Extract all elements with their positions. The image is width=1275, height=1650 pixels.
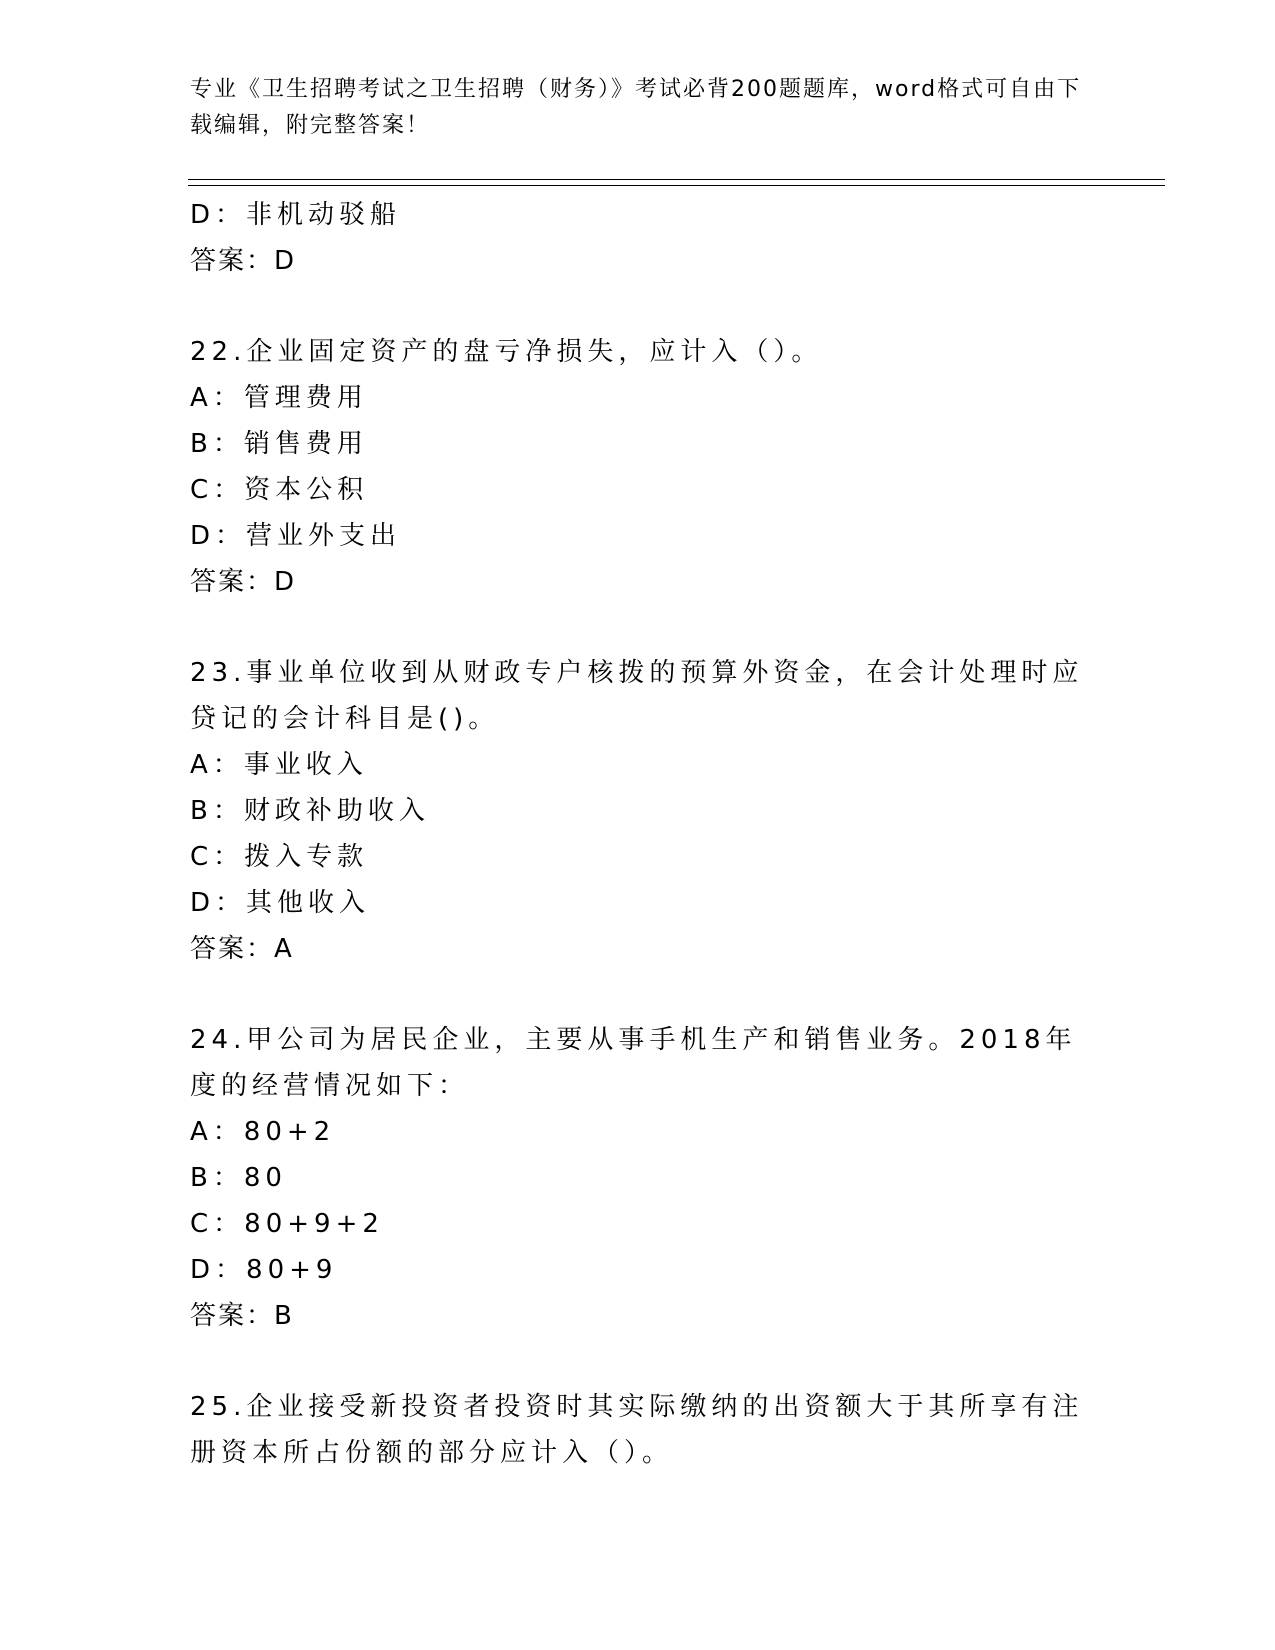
option-a: A：管理费用 [190,383,368,413]
option-d: D：其他收入 [190,888,371,918]
answer: 答案：B [190,1301,294,1331]
answer: 答案：D [190,567,297,597]
option-d: D：80+9 [190,1255,338,1285]
answer: 答案：A [190,934,294,964]
answer: 答案：D [190,246,297,276]
option-b: B：80 [190,1163,287,1193]
option-c: C：拨入专款 [190,842,369,872]
option-b: B：财政补助收入 [190,796,430,826]
option-c: C：80+9+2 [190,1209,384,1239]
option-d: D：营业外支出 [190,521,402,551]
question-list [190,192,1090,1476]
question-stem-22: 22.企业固定资产的盘亏净损失，应计入（）。 [190,337,823,367]
header-divider-bottom [188,185,1165,186]
document-header: 专业《卫生招聘考试之卫生招聘（财务）》考试必背200题题库，word格式可自由下载编辑，附完整答案！ [190,77,1082,138]
option-a: A：事业收入 [190,750,368,780]
question-stem-24: 24.甲公司为居民企业，主要从事手机生产和销售业务。2018年度的经营情况如下： [190,1025,1077,1101]
option-d: D：非机动驳船 [190,200,402,230]
option-a: A：80+2 [190,1117,336,1147]
option-b: B：销售费用 [190,429,368,459]
question-stem-23: 23.事业单位收到从财政专户核拨的预算外资金，在会计处理时应贷记的会计科目是()。 [190,658,1084,734]
question-stem-25: 25.企业接受新投资者投资时其实际缴纳的出资额大于其所享有注册资本所占份额的部分应计入（）。 [190,1392,1084,1468]
header-divider-top [188,179,1165,180]
option-c: C：资本公积 [190,475,369,505]
